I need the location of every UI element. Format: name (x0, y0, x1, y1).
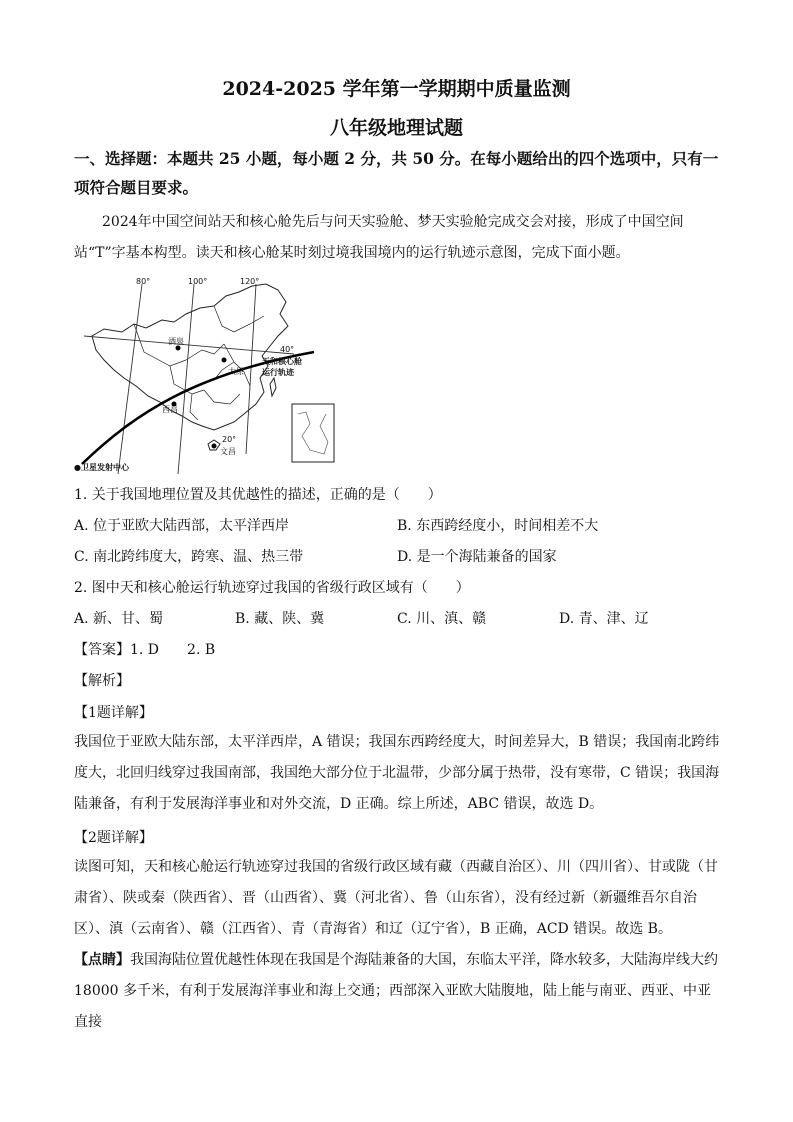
q2-option-a: A. 新、甘、蜀 (74, 611, 164, 627)
launch-center-wenchang (212, 444, 217, 449)
q1-stem: 1. 关于我国地理位置及其优越性的描述，正确的是（ ） (74, 487, 442, 503)
lon-label-120: 120° (240, 277, 260, 286)
orbit-map (74, 274, 374, 474)
place-wenchang: 文昌 (220, 447, 236, 456)
analysis-label: 【解析】 (74, 673, 130, 689)
q2-option-b: B. 藏、陕、冀 (235, 611, 325, 627)
detail2-label: 【2题详解】 (74, 830, 153, 846)
exam-title: 2024-2025 学年第一学期期中质量监测 (222, 78, 571, 100)
answer-line: 【答案】1. D 2. B (74, 642, 216, 658)
lon-label-100: 100° (188, 277, 208, 286)
question-intro: 2024年中国空间站天和核心舱先后与问天实验舱、梦天实验舱完成交会对接，形成了中国空间站“T”字基本构型。读天和核心舱某时刻过境我国境内的运行轨迹示意图，完成下面小题。 (74, 214, 684, 261)
q2-stem: 2. 图中天和核心舱运行轨迹穿过我国的省级行政区域有（ ） (74, 580, 470, 596)
q1-option-b: B. 东西跨经度小，时间相差不大 (397, 518, 599, 534)
tip-text: 我国海陆位置优越性体现在我国是个海陆兼备的大国，东临太平洋，降水较多，大陆海岸线大约18000 多千米，有利于发展海洋事业和海上交通；西部深入亚欧大陆腹地，陆上能与南亚、西亚、中亚直接 (74, 952, 718, 1030)
south-sea-inset (292, 404, 334, 462)
china-outline (92, 284, 288, 430)
launch-center-jiuquan (176, 346, 181, 351)
launch-center-taiyuan (222, 358, 227, 363)
exam-subtitle: 八年级地理试题 (329, 117, 463, 139)
detail2-text: 读图可知，天和核心舱运行轨迹穿过我国的省级行政区域有藏（西藏自治区）、川（四川省）、甘或陇（甘肃省）、陕或秦（陕西省）、晋（山西省）、冀（河北省）、鲁（山东省），没有经过新（新疆维吾尔自治区）、滇（云南省）、赣（江西省）、青（青海省）和辽（辽宁省），B 正确，ACD 错误。故选 B。 (74, 859, 718, 937)
detail1-label: 【1题详解】 (74, 705, 153, 721)
q1-option-a: A. 位于亚欧大陆西部，太平洋西岸 (74, 518, 290, 534)
q1-option-c: C. 南北跨纬度大，跨寒、温、热三带 (74, 549, 304, 565)
lat-label-20: 20° (222, 435, 237, 444)
lon-label-80: 80° (136, 277, 151, 286)
tip-label: 【点睛】 (74, 952, 130, 968)
taiwan-island (270, 378, 276, 396)
tip-block (74, 945, 724, 1038)
meridian-100 (178, 284, 194, 474)
meridian-80 (118, 284, 142, 474)
detail1-text: 我国位于亚欧大陆东部，太平洋西岸，A 错误；我国东西跨经度大，时间差异大，B 错误；我国南北跨纬度大，北回归线穿过我国南部，我国绝大部分位于北温带，少部分属于热带，没有寒带，C 错误；我国海陆兼备，有利于发展海洋事业和对外交流，D 正确。综上所述，ABC 错误，故选 D。 (74, 734, 720, 812)
place-xichang: 西昌 (162, 405, 178, 414)
section-heading: 一、选择题：本题共 25 小题，每小题 2 分，共 50 分。在每小题给出的四个选项中，只有一项符合题目要求。 (74, 149, 719, 197)
q2-option-d: D. 青、津、辽 (559, 611, 649, 627)
track-label-1: 天和核心舱 (262, 357, 302, 366)
track-label-2: 运行轨迹 (262, 368, 294, 377)
lat-label-40: 40° (280, 345, 295, 354)
q2-option-c: C. 川、滇、赣 (397, 611, 487, 627)
q1-option-d: D. 是一个海陆兼备的国家 (397, 549, 557, 565)
place-taiyuan: 太原 (228, 367, 244, 376)
place-jiuquan: 酒泉 (168, 337, 184, 346)
map-legend: ●卫星发射中心 (74, 463, 129, 472)
